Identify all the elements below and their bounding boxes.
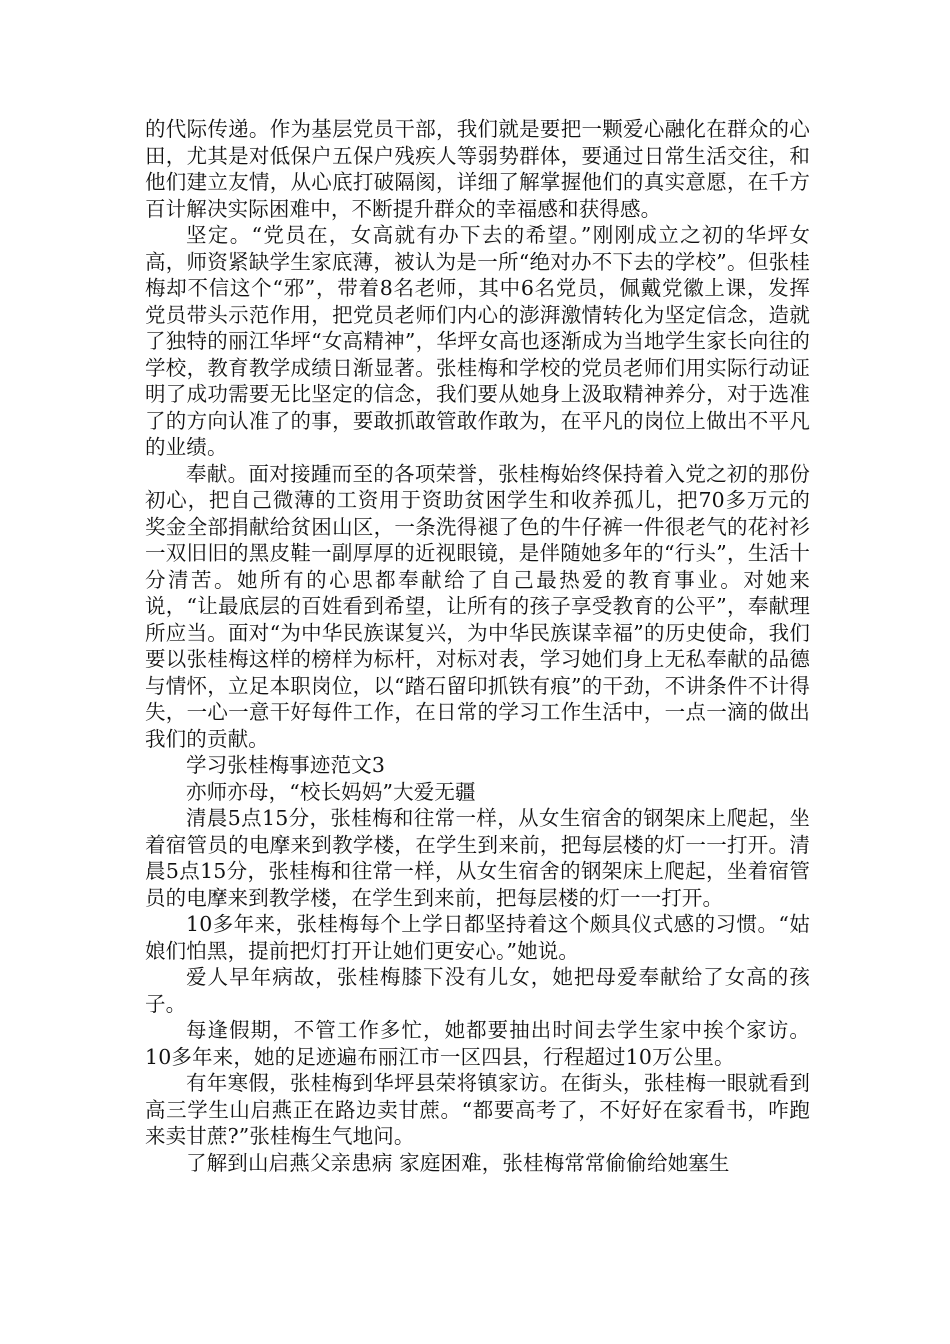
paragraph-1: 的代际传递。作为基层党员干部，我们就是要把一颗爱心融化在群众的心田，尤其是对低保户五保户残疾人等弱势群体，要通过日常生活交往，和他们建立友情，从心底打破隔阂，详细了解掌握他们的真实意愿，在千方百计解决实际困难中，不断提升群众的幸福感和获得感。 [145, 117, 810, 221]
paragraph-8: 有年寒假，张桂梅到华坪县荣将镇家访。在街头，张桂梅一眼就看到高三学生山启燕正在路边卖甘蔗。“都要高考了，不好好在家看书，咋跑来卖甘蔗?”张桂梅生气地问。 [145, 1071, 810, 1148]
paragraph-6: 爱人早年病故，张桂梅膝下没有儿女，她把母爱奉献给了女高的孩子。 [145, 965, 810, 1016]
paragraph-9: 了解到山启燕父亲患病 家庭困难，张桂梅常常偷偷给她塞生 [186, 1150, 730, 1175]
paragraph-5: 10多年来，张桂梅每个上学日都坚持着这个颇具仪式感的习惯。“姑娘们怕黑，提前把灯打开让她们更安心。”她说。 [145, 912, 810, 963]
section-subheading: 亦师亦母，“校长妈妈”大爱无疆 [186, 779, 476, 804]
document-page [145, 116, 810, 1176]
paragraph-4: 清晨5点15分，张桂梅和往常一样，从女生宿舍的钢架床上爬起，坐着宿管员的电摩来到教学楼，在学生到来前，把每层楼的灯一一打开。清晨5点15分，张桂梅和往常一样，从女生宿舍的钢架床上爬起，坐着宿管员的电摩来到教学楼，在学生到来前，把每层楼的灯一一打开。 [145, 806, 810, 910]
section-heading: 学习张桂梅事迹范文3 [186, 753, 386, 777]
paragraph-3: 奉献。面对接踵而至的各项荣誉，张桂梅始终保持着入党之初的那份初心，把自己微薄的工资用于资助贫困学生和收养孤儿，把70多万元的奖金全部捐献给贫困山区，一条洗得褪了色的牛仔裤一件很老气的花衬衫一双旧旧的黑皮鞋一副厚厚的近视眼镜，是伴随她多年的“行头”，生活十分清苦。她所有的心思都奉献给了自己最热爱的教育事业。对她来说，“让最底层的百姓看到希望，让所有的孩子享受教育的公平”，奉献理所应当。面对“为中华民族谋复兴，为中华民族谋幸福”的历史使命，我们要以张桂梅这样的榜样为标杆，对标对表，学习她们身上无私奉献的品德与情怀，立足本职岗位，以“踏石留印抓铁有痕”的干劲，不讲条件不计得失，一心一意干好每件工作，在日常的学习工作生活中，一点一滴的做出我们的贡献。 [145, 461, 810, 751]
paragraph-7: 每逢假期，不管工作多忙，她都要抽出时间去学生家中挨个家访。10多年来，她的足迹遍布丽江市一区四县，行程超过10万公里。 [145, 1018, 810, 1069]
paragraph-2: 坚定。“党员在，女高就有办下去的希望。”刚刚成立之初的华坪女高，师资紧缺学生家底薄，被认为是一所“绝对办不下去的学校”。但张桂梅却不信这个“邪”，带着8名老师，其中6名党员，佩戴党徽上课，发挥党员带头示范作用，把党员老师们内心的澎湃激情转化为坚定信念，造就了独特的丽江华坪“女高精神”，华坪女高也逐渐成为当地学生家长向往的学校，教育教学成绩日渐显著。张桂梅和学校的党员老师们用实际行动证明了成功需要无比坚定的信念，我们要从她身上汲取精神养分，对于选准了的方向认准了的事，要敢抓敢管敢作敢为，在平凡的岗位上做出不平凡的业绩。 [145, 223, 810, 459]
